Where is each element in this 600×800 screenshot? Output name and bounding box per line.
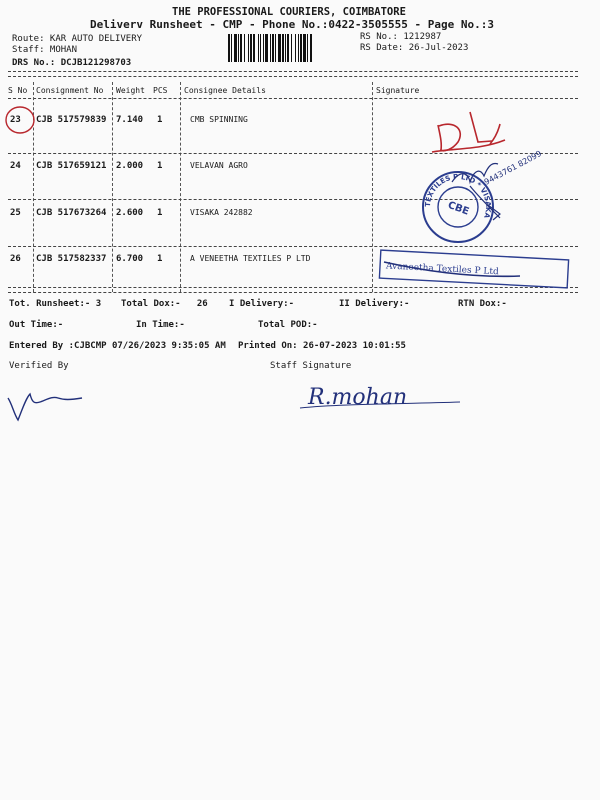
staff-label: Staff: MOHAN [12,45,78,55]
row-pcs: 1 [157,208,163,218]
in-time: In Time:- [136,320,185,330]
rs-date: RS Date: 26-Jul-2023 [360,43,469,53]
verified-signature [8,394,82,420]
col-header-consignee: Consignee Details [184,86,266,95]
row-sno: 24 [10,161,21,171]
out-time: Out Time:- [9,320,64,330]
svg-text:9443761 82099: 9443761 82099 [482,148,544,187]
staff-signature: R.mohan [308,385,408,410]
row-sno: 25 [10,208,21,218]
staff-signature-label: Staff Signature [270,361,352,371]
total-dox: Total Dox:- 26 [121,299,208,309]
col-header-signature: Signature [376,86,420,95]
i-delivery: I Delivery:- [229,299,295,309]
route-label: Route: KAR AUTO DELIVERY [12,34,143,44]
row-weight: 2.000 [116,161,144,171]
row-consignment: CJB 517673264 [36,208,107,218]
runsheet-title: Deliverv Runsheet - CMP - Phone No.:0422-3505555 - Page No.:3 [90,18,494,31]
company-title: THE PROFESSIONAL COURIERS, COIMBATORE [172,6,406,18]
row-consignee: A VENEETHA TEXTILES P LTD [190,254,311,263]
svg-text:Avaneetha Textiles P Ltd: Avaneetha Textiles P Ltd [385,261,499,278]
printed-on: Printed On: 26-07-2023 10:01:55 [238,341,406,351]
svg-text:CBE: CBE [446,199,471,218]
rs-number: RS No.: 1212987 [360,32,442,42]
row-weight: 7.140 [116,115,144,125]
row-weight: 6.700 [116,254,144,264]
col-header-pcs: PCS [153,86,168,95]
row-consignee: CMB SPINNING [190,115,248,124]
tot-runsheet: Tot. Runsheet:- 3 [9,299,102,309]
red-signature [432,112,505,152]
verified-by-label: Verified By [9,361,69,371]
col-header-sno: S No [8,86,28,95]
row-sno: 23 [10,115,21,125]
round-stamp [423,172,493,242]
row-sno: 26 [10,254,21,264]
entered-by: Entered By :CJBCMP 07/26/2023 9:35:05 AM [9,341,226,351]
row-pcs: 1 [157,115,163,125]
rect-stamp [379,250,568,288]
col-header-consignment: Consignment No [36,86,104,95]
row-consignment: CJB 517579839 [36,115,107,125]
row-consignment: CJB 517659121 [36,161,107,171]
row-pcs: 1 [157,161,163,171]
total-pod: Total POD:- [258,320,318,330]
col-header-weight: Weight [116,86,145,95]
rtn-dox: RTN Dox:- [458,299,507,309]
handwritten-numbers [483,149,543,187]
row-weight: 2.600 [116,208,144,218]
ii-delivery: II Delivery:- [339,299,410,309]
row-pcs: 1 [157,254,163,264]
svg-text:TEXTILES P LTD * VISAKA: TEXTILES P LTD * VISAKA [423,172,493,220]
row-consignment: CJB 517582337 [36,254,107,264]
row-consignee: VELAVAN AGRO [190,161,248,170]
row-consignee: VISAKA 242882 [190,208,253,217]
drs-number: DRS No.: DCJB121298703 [12,58,132,68]
red-circle-mark [6,107,34,133]
